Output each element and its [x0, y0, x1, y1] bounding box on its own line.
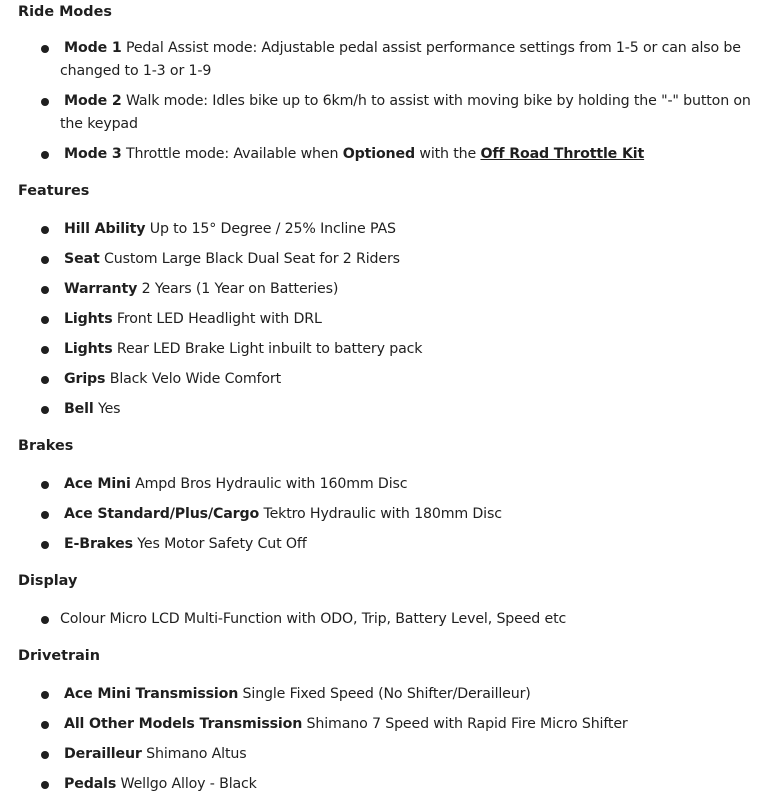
- bullet-icon: [41, 781, 49, 789]
- bullet-icon: [41, 286, 49, 294]
- bullet-icon: [41, 226, 49, 234]
- bullet-icon: [41, 98, 49, 106]
- spec-item-e-brakes: [60, 533, 307, 556]
- spec-value: Colour Micro LCD Multi-Function with ODO, Trip, Battery Level, Speed etc: [60, 611, 567, 627]
- spec-key: E-Brakes: [64, 536, 133, 552]
- spec-key: Mode 3: [64, 146, 122, 162]
- spec-key: Lights: [64, 311, 113, 327]
- spec-item-warranty: [60, 278, 338, 301]
- off-road-throttle-kit-link[interactable]: Off Road Throttle Kit: [480, 146, 645, 162]
- section-heading-display: Display: [18, 573, 78, 589]
- bullet-icon: [41, 256, 49, 264]
- spec-value: Wellgo Alloy - Black: [120, 776, 257, 792]
- spec-key: Grips: [64, 371, 106, 387]
- spec-value-connector: with the: [419, 146, 477, 162]
- spec-key: Warranty: [64, 281, 138, 297]
- spec-value: Yes Motor Safety Cut Off: [137, 536, 307, 552]
- bullet-icon: [41, 406, 49, 414]
- spec-key: All Other Models Transmission: [64, 716, 303, 732]
- spec-value: Yes: [97, 401, 121, 417]
- spec-value: Black Velo Wide Comfort: [109, 371, 282, 387]
- spec-value: Rear LED Brake Light inbuilt to battery pack: [116, 341, 423, 357]
- spec-value: Custom Large Black Dual Seat for 2 Riders: [103, 251, 400, 267]
- spec-key: Mode 1: [64, 40, 122, 56]
- spec-value: Tektro Hydraulic with 180mm Disc: [263, 506, 502, 522]
- spec-value: Throttle mode: Available when: [125, 146, 339, 162]
- spec-key: Derailleur: [64, 746, 142, 762]
- bullet-icon: [41, 691, 49, 699]
- bullet-icon: [41, 721, 49, 729]
- section-heading-brakes: Brakes: [18, 438, 74, 454]
- bullet-icon: [41, 316, 49, 324]
- spec-key: Mode 2: [64, 93, 122, 109]
- spec-key: Ace Mini Transmission: [64, 686, 239, 702]
- spec-value: Walk mode: Idles bike up to 6km/h to assist with moving bike by holding the "-" button on the keypad: [60, 93, 751, 132]
- spec-item-ace-mini-transmission: [60, 683, 531, 706]
- spec-item-mode-2: [60, 90, 766, 136]
- spec-item-ace-mini-brakes: [60, 473, 407, 496]
- spec-value: Front LED Headlight with DRL: [116, 311, 322, 327]
- spec-item-lights-rear: [60, 338, 422, 361]
- bullet-icon: [41, 151, 49, 159]
- spec-value: Ampd Bros Hydraulic with 160mm Disc: [135, 476, 408, 492]
- bullet-icon: [41, 45, 49, 53]
- bullet-icon: [41, 616, 49, 624]
- spec-value: Single Fixed Speed (No Shifter/Derailleur): [242, 686, 531, 702]
- spec-value: Shimano Altus: [146, 746, 247, 762]
- spec-item-mode-1: [60, 37, 766, 83]
- spec-item-ace-standard-brakes: [60, 503, 502, 526]
- spec-item-bell: [60, 398, 120, 421]
- spec-item-derailleur: [60, 743, 246, 766]
- spec-value: 2 Years (1 Year on Batteries): [141, 281, 339, 297]
- spec-item-display: [60, 608, 566, 631]
- optioned-label: Optioned: [342, 146, 415, 162]
- spec-key: Lights: [64, 341, 113, 357]
- section-heading-ride-modes: Ride Modes: [18, 4, 112, 20]
- bullet-icon: [41, 346, 49, 354]
- spec-item-lights-front: [60, 308, 322, 331]
- bullet-icon: [41, 481, 49, 489]
- spec-key: Bell: [64, 401, 94, 417]
- bullet-icon: [41, 511, 49, 519]
- spec-value: Shimano 7 Speed with Rapid Fire Micro Shifter: [306, 716, 628, 732]
- spec-item-pedals: [60, 773, 257, 796]
- spec-item-mode-3: [60, 143, 644, 166]
- spec-value: Up to 15° Degree / 25% Incline PAS: [149, 221, 396, 237]
- spec-key: Pedals: [64, 776, 117, 792]
- spec-key: Ace Standard/Plus/Cargo: [64, 506, 260, 522]
- spec-item-grips: [60, 368, 281, 391]
- spec-item-seat: [60, 248, 400, 271]
- spec-key: Ace Mini: [64, 476, 131, 492]
- spec-key: Seat: [64, 251, 100, 267]
- spec-item-other-transmission: [60, 713, 628, 736]
- spec-value: Pedal Assist mode: Adjustable pedal assist performance settings from 1-5 or can also be changed to 1-3 or 1-9: [60, 40, 741, 79]
- bullet-icon: [41, 541, 49, 549]
- spec-item-hill-ability: [60, 218, 396, 241]
- section-heading-features: Features: [18, 183, 90, 199]
- section-heading-drivetrain: Drivetrain: [18, 648, 100, 664]
- bullet-icon: [41, 751, 49, 759]
- bullet-icon: [41, 376, 49, 384]
- spec-key: Hill Ability: [64, 221, 146, 237]
